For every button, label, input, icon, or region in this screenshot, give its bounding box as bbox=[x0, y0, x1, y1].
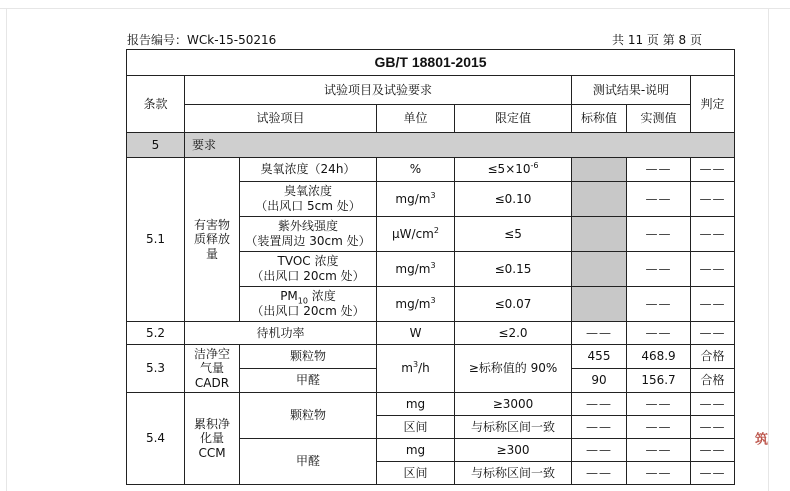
nominal-cell: 455 bbox=[572, 345, 627, 369]
test-item: $PM_{10}$ 浓度 （出风口 20cm 处） bbox=[240, 287, 377, 322]
nominal-cell: —— bbox=[572, 439, 627, 462]
unit-cell: $mg/m^3$ bbox=[377, 252, 455, 287]
judgment-cell: 合格 bbox=[691, 369, 735, 393]
test-item: TVOC 浓度 （出风口 20cm 处） bbox=[240, 252, 377, 287]
unit-cell: mg bbox=[377, 393, 455, 416]
unit-cell: 区间 bbox=[377, 416, 455, 439]
clause-group: 有害物质释放量 bbox=[185, 158, 240, 322]
judgment-cell: —— bbox=[691, 322, 735, 345]
col-results: 测试结果-说明 bbox=[572, 76, 691, 105]
unit-cell: W bbox=[377, 322, 455, 345]
table-row bbox=[127, 322, 735, 345]
limit-cell: ≤0.07 bbox=[455, 287, 572, 322]
header-row-2 bbox=[127, 105, 735, 133]
judgment-cell: —— bbox=[691, 217, 735, 252]
clause-group: 洁净空气量CADR bbox=[185, 345, 240, 393]
test-item: 臭氧浓度 （出风口 5cm 处） bbox=[240, 182, 377, 217]
table-row bbox=[127, 393, 735, 416]
nominal-cell bbox=[572, 287, 627, 322]
limit-cell: ≥标称值的 90% bbox=[455, 345, 572, 393]
clause-number: 5.2 bbox=[127, 322, 185, 345]
col-items-req: 试验项目及试验要求 bbox=[185, 76, 572, 105]
nominal-cell bbox=[572, 217, 627, 252]
clause-number: 5.3 bbox=[127, 345, 185, 393]
nominal-cell bbox=[572, 182, 627, 217]
spec-table bbox=[126, 49, 735, 485]
nominal-cell: —— bbox=[572, 322, 627, 345]
limit-cell: 与标称区间一致 bbox=[455, 416, 572, 439]
limit-cell: $\le 5\times 10^{-6}$ bbox=[455, 158, 572, 182]
nominal-cell: —— bbox=[572, 462, 627, 485]
nominal-cell bbox=[572, 252, 627, 287]
table-row bbox=[127, 345, 735, 369]
col-clause: 条款 bbox=[127, 76, 185, 133]
standard-title: GB/T 18801-2015 bbox=[127, 50, 735, 76]
measured-cell: —— bbox=[627, 182, 691, 217]
unit-cell: $\mu W/cm^2$ bbox=[377, 217, 455, 252]
unit-cell: $m^3/h$ bbox=[377, 345, 455, 393]
col-nominal: 标称值 bbox=[572, 105, 627, 133]
test-item: 紫外线强度 （装置周边 30cm 处） bbox=[240, 217, 377, 252]
judgment-cell: —— bbox=[691, 287, 735, 322]
judgment-cell: —— bbox=[691, 182, 735, 217]
page-info: 共 11 页 第 8 页 bbox=[612, 33, 702, 47]
judgment-cell: —— bbox=[691, 462, 735, 485]
measured-cell: —— bbox=[627, 287, 691, 322]
header-row-1 bbox=[127, 76, 735, 105]
limit-cell: ≥3000 bbox=[455, 393, 572, 416]
limit-cell: ≤0.15 bbox=[455, 252, 572, 287]
unit-cell: mg bbox=[377, 439, 455, 462]
limit-cell: 与标称区间一致 bbox=[455, 462, 572, 485]
test-item: 待机功率 bbox=[185, 322, 377, 345]
page-frame-left bbox=[6, 8, 7, 491]
measured-cell: —— bbox=[627, 322, 691, 345]
unit-cell: $mg/m^3$ bbox=[377, 287, 455, 322]
col-measured: 实测值 bbox=[627, 105, 691, 133]
limit-cell: ≤2.0 bbox=[455, 322, 572, 345]
judgment-cell: —— bbox=[691, 416, 735, 439]
table-row bbox=[127, 158, 735, 182]
standard-row bbox=[127, 50, 735, 76]
clause-number: 5.4 bbox=[127, 393, 185, 485]
judgment-cell: —— bbox=[691, 393, 735, 416]
col-unit: 单位 bbox=[377, 105, 455, 133]
judgment-cell: —— bbox=[691, 252, 735, 287]
unit-cell: % bbox=[377, 158, 455, 182]
clause-number: 5.1 bbox=[127, 158, 185, 322]
page-frame-top bbox=[0, 8, 790, 9]
test-item: 臭氧浓度（24h） bbox=[240, 158, 377, 182]
judgment-cell: —— bbox=[691, 439, 735, 462]
side-stamp-mark: 筑 bbox=[752, 432, 767, 445]
measured-cell: —— bbox=[627, 462, 691, 485]
measured-cell: —— bbox=[627, 416, 691, 439]
limit-cell: ≥300 bbox=[455, 439, 572, 462]
measured-cell: —— bbox=[627, 158, 691, 182]
measured-cell: 468.9 bbox=[627, 345, 691, 369]
nominal-cell: 90 bbox=[572, 369, 627, 393]
nominal-cell: —— bbox=[572, 416, 627, 439]
judgment-cell: 合格 bbox=[691, 345, 735, 369]
measured-cell: 156.7 bbox=[627, 369, 691, 393]
limit-cell: ≤0.10 bbox=[455, 182, 572, 217]
nominal-cell: —— bbox=[572, 393, 627, 416]
test-item: 颗粒物 bbox=[240, 345, 377, 369]
unit-cell: 区间 bbox=[377, 462, 455, 485]
col-judgment: 判定 bbox=[691, 76, 735, 133]
clause-group: 累积净化量CCM bbox=[185, 393, 240, 485]
section-row bbox=[127, 133, 735, 158]
section-number: 5 bbox=[127, 133, 185, 158]
section-title: 要求 bbox=[185, 133, 735, 158]
test-item: 甲醛 bbox=[240, 369, 377, 393]
page-frame-right bbox=[768, 8, 769, 491]
unit-cell: $mg/m^3$ bbox=[377, 182, 455, 217]
judgment-cell: —— bbox=[691, 158, 735, 182]
test-item: 甲醛 bbox=[240, 439, 377, 485]
measured-cell: —— bbox=[627, 439, 691, 462]
col-limit: 限定值 bbox=[455, 105, 572, 133]
measured-cell: —— bbox=[627, 252, 691, 287]
measured-cell: —— bbox=[627, 217, 691, 252]
test-item: 颗粒物 bbox=[240, 393, 377, 439]
nominal-cell bbox=[572, 158, 627, 182]
report-number: 报告编号：WCk-15-50216 bbox=[127, 33, 277, 47]
limit-cell: ≤5 bbox=[455, 217, 572, 252]
col-test-item: 试验项目 bbox=[185, 105, 377, 133]
measured-cell: —— bbox=[627, 393, 691, 416]
